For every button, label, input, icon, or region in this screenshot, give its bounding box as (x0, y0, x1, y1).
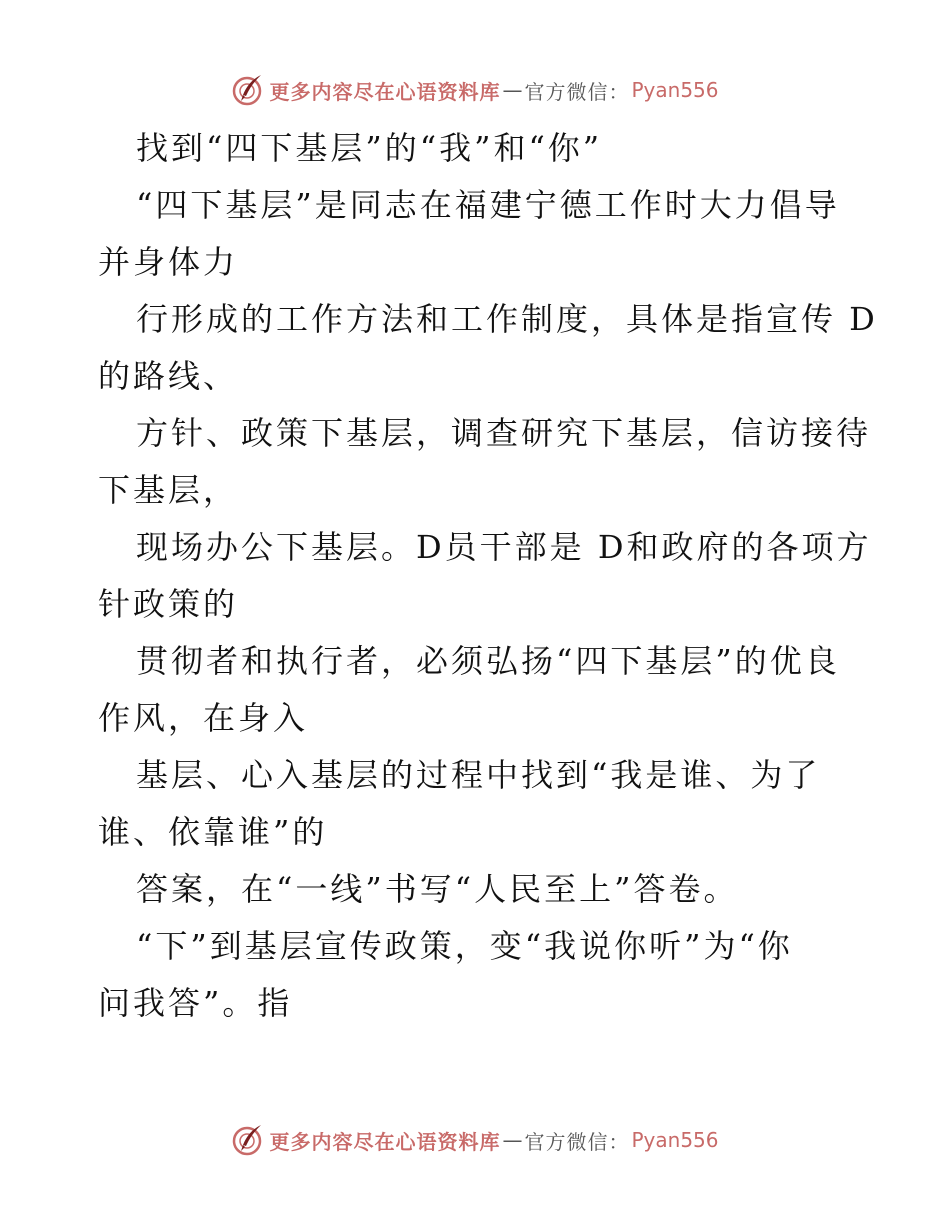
doc-line: 基层、心入基层的过程中找到“我是谁、为了 (136, 756, 821, 794)
feather-pen-logo-icon (231, 1123, 265, 1157)
doc-line: 答案，在“一线”书写“人民至上”答卷。 (136, 870, 739, 908)
doc-line: 并身体力 (98, 243, 239, 281)
doc-line: 贯彻者和执行者，必须弘扬“四下基层”的优良 (136, 642, 840, 680)
banner-wechat-id: Pyan556 (631, 78, 719, 102)
banner-wechat-label: 官方微信： (524, 79, 630, 104)
banner-separator: — (502, 1128, 523, 1152)
document-body (98, 120, 878, 1032)
banner-title: 更多内容尽在心语资料库 (269, 1129, 501, 1154)
banner-separator: — (502, 78, 523, 102)
doc-line: “四下基层”是同志在福建宁德工作时大力倡导 (136, 186, 840, 224)
doc-line: 方针、政策下基层，调查研究下基层，信访接待 (136, 414, 872, 452)
banner-title: 更多内容尽在心语资料库 (269, 79, 501, 104)
banner-wechat-id: Pyan556 (631, 1128, 719, 1152)
doc-line: 下基层， (98, 471, 239, 509)
footer-banner (0, 1120, 950, 1160)
banner-wechat-label: 官方微信： (524, 1129, 630, 1154)
doc-line: 作风，在身入 (98, 699, 309, 737)
doc-line: 的路线、 (98, 357, 239, 395)
doc-line: 行形成的工作方法和工作制度，具体是指宣传 D (136, 300, 878, 338)
doc-line: 现场办公下基层。D员干部是 D和政府的各项方 (136, 528, 872, 566)
header-banner (0, 70, 950, 110)
doc-line: 谁、依靠谁”的 (98, 813, 328, 851)
doc-line-title: 找到“四下基层”的“我”和“你” (136, 129, 603, 167)
doc-line: 问我答”。指 (98, 984, 293, 1022)
feather-pen-logo-icon (231, 73, 265, 107)
doc-line: 针政策的 (98, 585, 239, 623)
doc-line: “下”到基层宣传政策，变“我说你听”为“你 (136, 927, 793, 965)
